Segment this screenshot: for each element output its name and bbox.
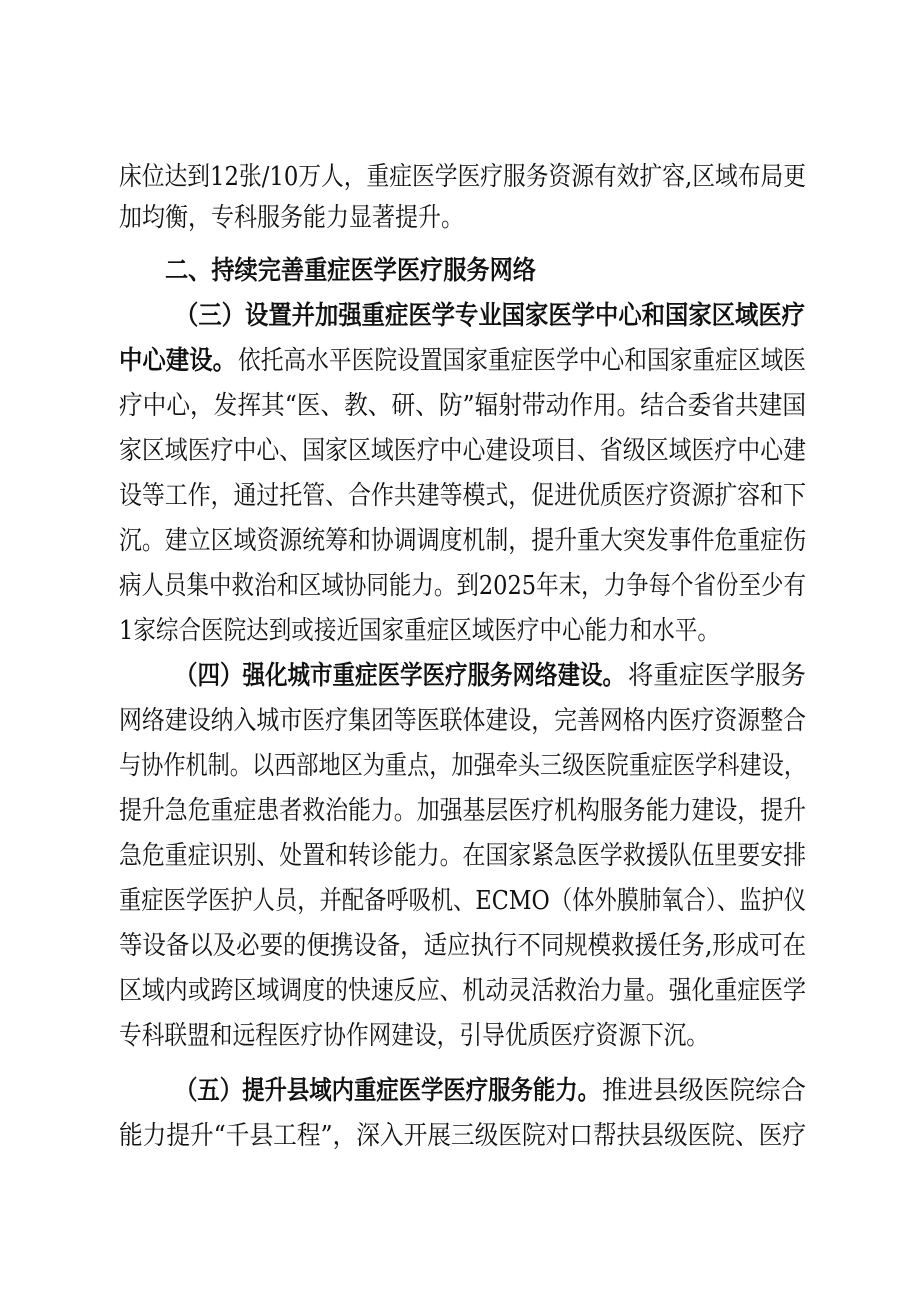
text-run: 专科联盟和远程医疗协作网建设，引导优质医疗资源下沉。: [119, 1021, 709, 1051]
text-run: 能力提升“千县工程”，深入开展三级医院对口帮扶县级医院、医疗: [119, 1121, 806, 1151]
paragraph-line: [0, 564, 920, 608]
paragraph-line: [0, 834, 920, 878]
text-run: 推进县级医院综合: [602, 1076, 806, 1106]
item-title: （三）设置并加强重症医学专业国家医学中心和国家区域医疗: [175, 301, 805, 331]
text-run: 将重症医学服务: [628, 661, 806, 691]
paragraph-line: [0, 744, 920, 788]
paragraph-line: [0, 609, 920, 653]
paragraph-line: [0, 1114, 920, 1158]
paragraph-line: [0, 969, 920, 1013]
text-run: 与协作机制。以西部地区为重点，加强牵头三级医院重症医学科建设，: [119, 751, 806, 781]
paragraph-line: [0, 294, 920, 338]
text-run: 设等工作，通过托管、合作共建等模式，促进优质医疗资源扩容和下: [119, 481, 806, 511]
paragraph-line: [0, 1069, 920, 1113]
text-run: 提升急危重症患者救治能力。加强基层医疗机构服务能力建设，提升: [119, 796, 806, 826]
text-run: 疗中心，发挥其“医、教、研、防”辐射带动作用。结合委省共建国: [119, 391, 806, 421]
paragraph-line: [0, 429, 920, 473]
text-run: 重症医学医护人员，并配备呼吸机、ECMO（体外膜肺氧合）、监护仪: [119, 886, 806, 916]
paragraph-line: [0, 384, 920, 428]
paragraph-line: [0, 339, 920, 383]
text-run: 加均衡，专科服务能力显著提升。: [119, 203, 464, 233]
text-run: 依托高水平医院设置国家重症医学中心和国家重症区域医: [238, 346, 806, 376]
text-run: 病人员集中救治和区域协同能力。到2025年末，力争每个省份至少有: [119, 571, 806, 601]
paragraph-line: [0, 924, 920, 968]
paragraph-line: [0, 789, 920, 833]
paragraph-line: [0, 155, 920, 199]
text-run: 网络建设纳入城市医疗集团等医联体建设，完善网格内医疗资源整合: [119, 706, 806, 736]
paragraph-line: [0, 699, 920, 743]
paragraph-line: [0, 196, 920, 240]
paragraph-line: [0, 879, 920, 923]
item-title: 中心建设。: [119, 346, 236, 376]
paragraph-line: [0, 519, 920, 563]
text-run: 急危重症识别、处置和转诊能力。在国家紧急医学救援队伍里要安排: [119, 841, 806, 871]
item-title: （五）提升县域内重症医学医疗服务能力。: [175, 1076, 600, 1106]
text-run: 床位达到12张/10万人，重症医学医疗服务资源有效扩容,区域布局更: [119, 162, 806, 192]
text-run: 家区域医疗中心、国家区域医疗中心建设项目、省级区域医疗中心建: [119, 436, 806, 466]
section-heading: [0, 249, 920, 293]
section-heading-text: 二、持续完善重症医学医疗服务网络: [165, 256, 536, 286]
paragraph-line: [0, 474, 920, 518]
text-run: 等设备以及必要的便携设备，适应执行不同规模救援任务,形成可在: [119, 931, 806, 961]
paragraph-line: [0, 1014, 920, 1058]
paragraph-line: [0, 654, 920, 698]
text-run: 沉。建立区域资源统筹和协调调度机制，提升重大突发事件危重症伤: [119, 526, 806, 556]
text-run: 区域内或跨区域调度的快速反应、机动灵活救治力量。强化重症医学: [119, 976, 806, 1006]
text-run: 1家综合医院达到或接近国家重症区域医疗中心能力和水平。: [119, 616, 720, 646]
item-title: （四）强化城市重症医学医疗服务网络建设。: [175, 661, 625, 691]
